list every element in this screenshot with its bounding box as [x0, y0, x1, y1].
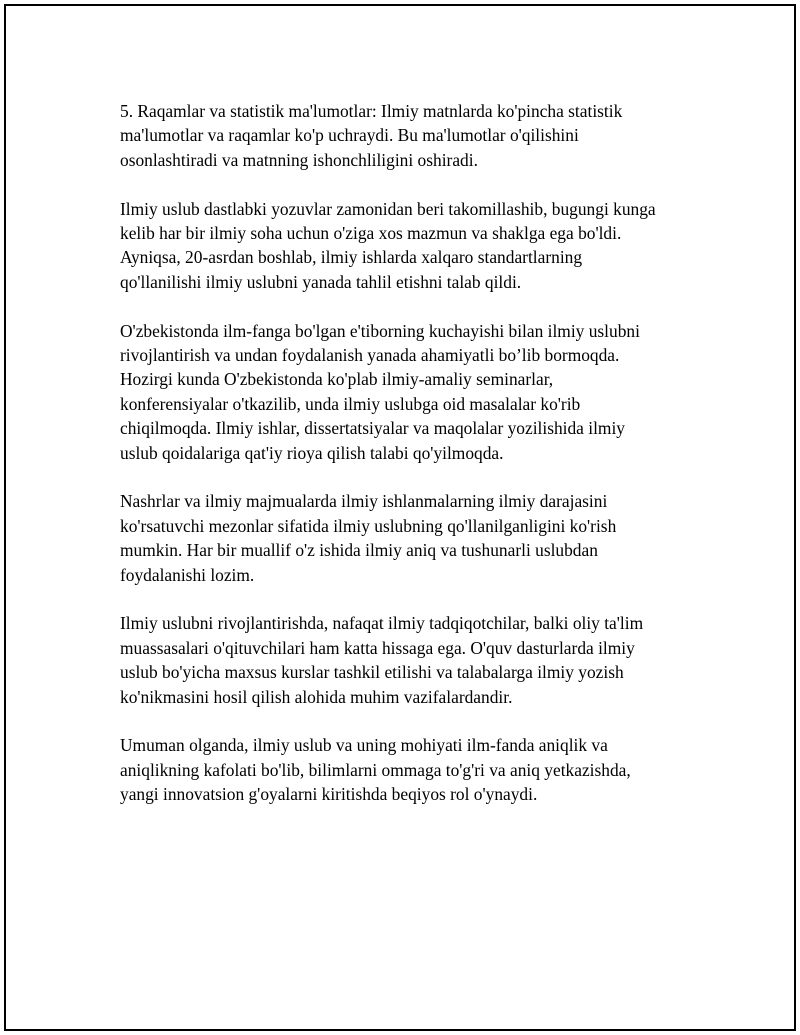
paragraph-education	[120, 611, 700, 709]
text-line: aniqlikning kafolati bo'lib, bilimlarni ommaga to'g'ri va aniq yetkazishda,	[120, 759, 631, 780]
text-line: uslub bo'yicha maxsus kurslar tashkil etilishi va talabalarga ilmiy yozish	[120, 662, 624, 683]
text-line: osonlashtiradi va matnning ishonchliligini oshiradi.	[120, 149, 478, 170]
text-line: kelib har bir ilmiy soha uchun o'ziga xos mazmun va shaklga ega bo'ldi.	[120, 223, 622, 244]
text-line: Ilmiy uslub dastlabki yozuvlar zamonidan beri takomillashib, bugungi kunga	[120, 198, 656, 219]
text-line: yangi innovatsion g'oyalarni kiritishda beqiyos rol o'ynaydi.	[120, 784, 538, 805]
document-body	[120, 99, 700, 831]
text-line: rivojlantirish va undan foydalanish yanada ahamiyatli bo’lib bormoqda.	[120, 345, 620, 366]
paragraph-uzbekistan	[120, 319, 700, 465]
text-line: konferensiyalar o'tkazilib, unda ilmiy uslubga oid masalalar ko'rib	[120, 393, 581, 414]
text-line: uslub qoidalariga qat'iy rioya qilish talabi qo'yilmoqda.	[120, 442, 504, 463]
text-line: Umuman olganda, ilmiy uslub va uning mohiyati ilm-fanda aniqlik va	[120, 735, 608, 756]
paragraph-statistics	[120, 99, 700, 172]
text-line: ko'nikmasini hosil qilish alohida muhim vazifalardandir.	[120, 686, 513, 707]
paragraph-history	[120, 197, 700, 295]
text-line: Hozirgi kunda O'zbekistonda ko'plab ilmiy-amaliy seminarlar,	[120, 369, 554, 390]
paragraph-publications	[120, 489, 700, 587]
text-line: 5. Raqamlar va statistik ma'lumotlar: Ilmiy matnlarda ko'pincha statistik	[120, 101, 623, 121]
text-line: foydalanishi lozim.	[120, 564, 255, 585]
text-line: muassasalari o'qituvchilari ham katta hissaga ega. O'quv dasturlarda ilmiy	[120, 637, 635, 658]
text-line: Ayniqsa, 20-asrdan boshlab, ilmiy ishlarda xalqaro standartlarning	[120, 247, 583, 268]
paragraph-conclusion	[120, 733, 700, 806]
text-line: mumkin. Har bir muallif o'z ishida ilmiy aniq va tushunarli uslubdan	[120, 540, 598, 561]
text-line: ma'lumotlar va raqamlar ko'p uchraydi. Bu ma'lumotlar o'qilishini	[120, 125, 579, 146]
text-line: qo'llanilishi ilmiy uslubni yanada tahlil etishni talab qildi.	[120, 271, 522, 292]
text-line: Ilmiy uslubni rivojlantirishda, nafaqat ilmiy tadqiqotchilar, balki oliy ta'lim	[120, 613, 644, 634]
text-line: Nashrlar va ilmiy majmualarda ilmiy ishlanmalarning ilmiy darajasini	[120, 491, 608, 512]
text-line: ko'rsatuvchi mezonlar sifatida ilmiy uslubning qo'llanilganligini ko'rish	[120, 515, 617, 536]
page-frame	[4, 4, 796, 1031]
text-line: chiqilmoqda. Ilmiy ishlar, dissertatsiyalar va maqolalar yozilishida ilmiy	[120, 418, 625, 439]
text-line: O'zbekistonda ilm-fanga bo'lgan e'tiborning kuchayishi bilan ilmiy uslubni	[120, 320, 640, 341]
